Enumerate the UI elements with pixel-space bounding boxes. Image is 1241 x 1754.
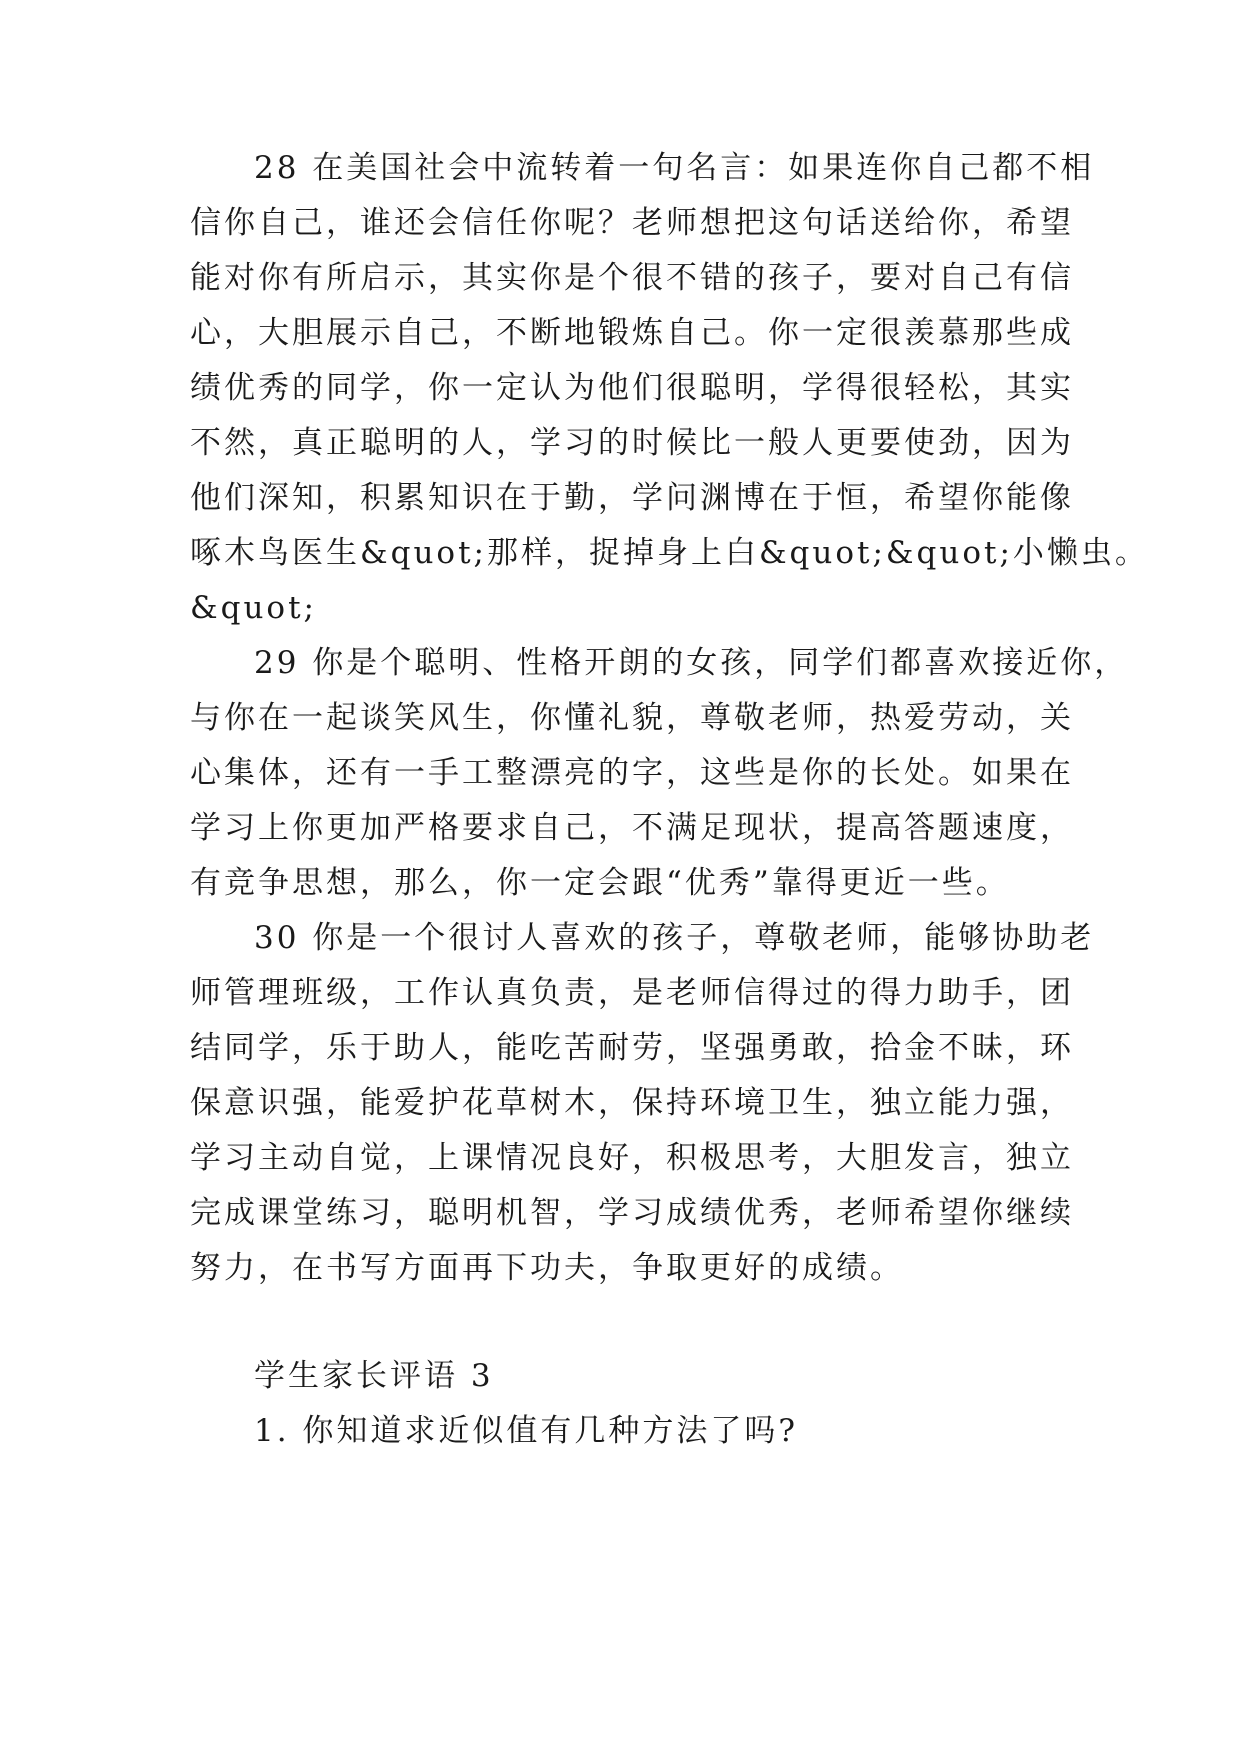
- paragraph-29-line-4: 学习上你更加严格要求自己，不满足现状，提高答题速度，: [190, 810, 1074, 846]
- paragraph-28-line-6: 不然，真正聪明的人，学习的时候比一般人更要使劲，因为: [190, 425, 1074, 461]
- paragraph-28-line-5: 绩优秀的同学，你一定认为他们很聪明，学得很轻松，其实: [190, 370, 1074, 406]
- paragraph-30-line-2: 师管理班级，工作认真负责，是老师信得过的得力助手，团: [190, 975, 1074, 1011]
- paragraph-29-line-2: 与你在一起谈笑风生，你懂礼貌，尊敬老师，热爱劳动，关: [190, 700, 1074, 736]
- paragraph-28-line-4: 心，大胆展示自己，不断地锻炼自己。你一定很羡慕那些成: [190, 315, 1074, 351]
- paragraph-30-line-3: 结同学，乐于助人，能吃苦耐劳，坚强勇敢，拾金不昧，环: [190, 1030, 1074, 1066]
- paragraph-30-line-1: 30 你是一个很讨人喜欢的孩子，尊敬老师，能够协助老: [254, 920, 1095, 956]
- list-item-1: 1. 你知道求近似值有几种方法了吗?: [254, 1413, 799, 1449]
- paragraph-28-line-1: 28 在美国社会中流转着一句名言：如果连你自己都不相: [254, 150, 1095, 186]
- paragraph-29-line-3: 心集体，还有一手工整漂亮的字，这些是你的长处。如果在: [190, 755, 1074, 791]
- paragraph-28-line-9: &quot;: [190, 590, 317, 626]
- paragraph-29-line-5: 有竞争思想，那么，你一定会跟“优秀”靠得更近一些。: [190, 865, 1010, 901]
- section-heading: 学生家长评语 3: [254, 1358, 494, 1394]
- paragraph-28-line-2: 信你自己，谁还会信任你呢？老师想把这句话送给你，希望: [190, 205, 1074, 241]
- paragraph-28-line-7: 他们深知，积累知识在于勤，学问渊博在于恒，希望你能像: [190, 480, 1074, 516]
- paragraph-30-line-6: 完成课堂练习，聪明机智，学习成绩优秀，老师希望你继续: [190, 1195, 1074, 1231]
- paragraph-30-line-5: 学习主动自觉，上课情况良好，积极思考，大胆发言，独立: [190, 1140, 1074, 1176]
- paragraph-29-line-1: 29 你是个聪明、性格开朗的女孩，同学们都喜欢接近你，: [254, 645, 1129, 681]
- paragraph-28-line-8: 啄木鸟医生&quot;那样，捉掉身上白&quot;&quot;小懒虫。: [190, 535, 1149, 571]
- paragraph-28-line-3: 能对你有所启示，其实你是个很不错的孩子，要对自己有信: [190, 260, 1074, 296]
- paragraph-30-line-7: 努力，在书写方面再下功夫，争取更好的成绩。: [190, 1250, 904, 1286]
- paragraph-30-line-4: 保意识强，能爱护花草树木，保持环境卫生，独立能力强，: [190, 1085, 1074, 1121]
